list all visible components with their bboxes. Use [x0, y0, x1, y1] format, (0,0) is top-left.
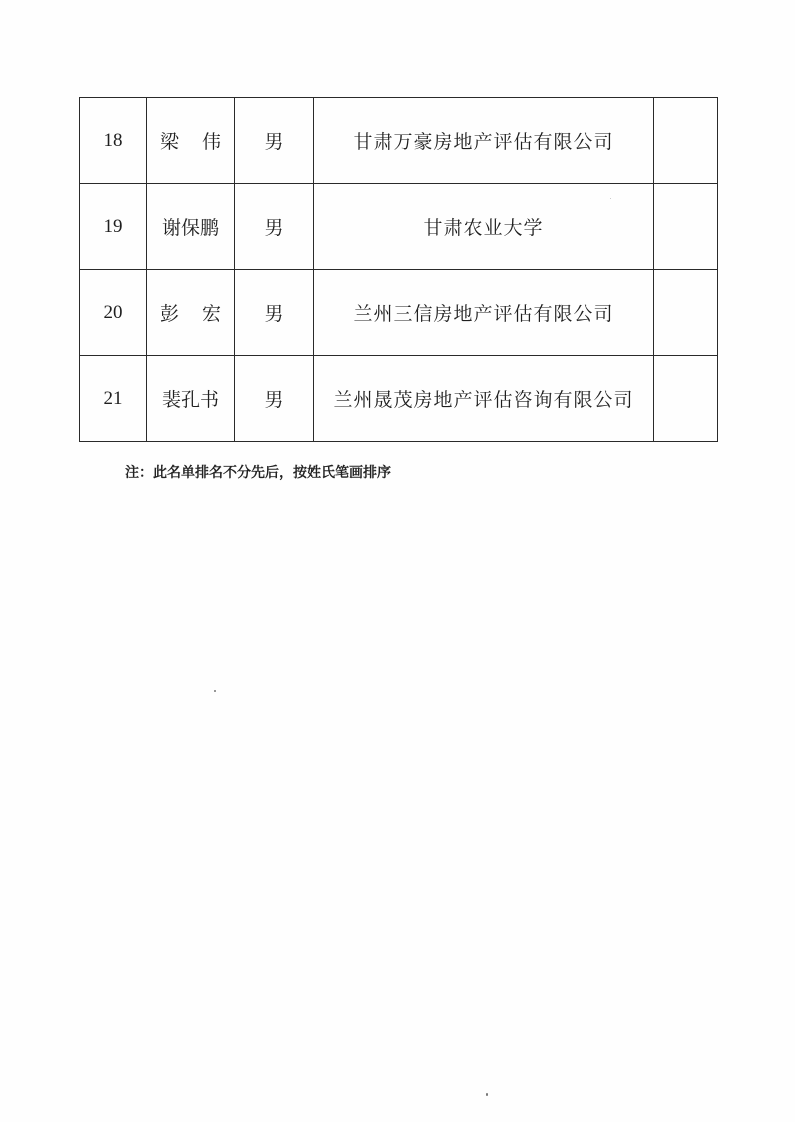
table-row: [80, 98, 718, 184]
footnote: 注：此名单排名不分先后，按姓氏笔画排序: [125, 465, 391, 481]
organization-cell: 甘肃农业大学: [314, 184, 654, 270]
organization-cell: 兰州晟茂房地产评估咨询有限公司: [314, 356, 654, 442]
name-cell: [147, 270, 235, 356]
name-char: 宏: [201, 303, 221, 325]
row-number: 19: [80, 184, 147, 270]
scan-speck: [214, 690, 216, 692]
table-row: [80, 356, 718, 442]
name-char: 梁: [160, 131, 180, 153]
remarks-cell: [654, 98, 718, 184]
remarks-cell: [654, 270, 718, 356]
gender-cell: 男: [235, 98, 314, 184]
table-row: [80, 270, 718, 356]
scan-speck: [610, 198, 611, 199]
table-row: [80, 184, 718, 270]
name-char: 伟: [201, 131, 221, 153]
name-char: 彭: [160, 303, 180, 325]
gender-cell: 男: [235, 356, 314, 442]
remarks-cell: [654, 356, 718, 442]
scan-speck: [486, 1093, 488, 1096]
row-number: 21: [80, 356, 147, 442]
roster-table: [79, 97, 718, 442]
name-cell: [147, 98, 235, 184]
organization-cell: 甘肃万豪房地产评估有限公司: [314, 98, 654, 184]
gender-cell: 男: [235, 270, 314, 356]
row-number: 20: [80, 270, 147, 356]
row-number: 18: [80, 98, 147, 184]
remarks-cell: [654, 184, 718, 270]
name-cell: 裴孔书: [147, 356, 235, 442]
organization-cell: 兰州三信房地产评估有限公司: [314, 270, 654, 356]
gender-cell: 男: [235, 184, 314, 270]
name-cell: 谢保鹏: [147, 184, 235, 270]
